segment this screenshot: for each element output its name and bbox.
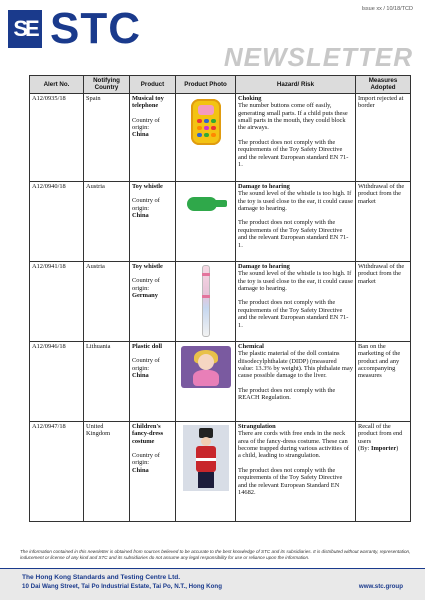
website-link[interactable]: www.stc.group (358, 583, 403, 590)
company-address: 10 Dai Wang Street, Tai Po Industrial Estate, Tai Po, N.T., Hong Kong (22, 583, 222, 590)
header-alert-no: Alert No. (30, 76, 84, 94)
table-row (30, 181, 411, 261)
green-whistle-photo (185, 195, 227, 213)
hazard-title: Damage to hearing (238, 182, 290, 190)
newsletter-title: NEWSLETTER (223, 42, 413, 72)
measures-text: Recall of the product from end users (358, 422, 403, 445)
compliance-text: The product does not comply with the requirements of the Toy Safety Directive and the relevant European Standard EN 14682. (238, 466, 343, 497)
compliance-text: The product does not comply with the requirements of the Toy Safety Directive and the relevant European standard EN 71-1. (238, 299, 349, 329)
product-photo-cell (176, 261, 236, 341)
hazard-text: There are cords with free ends in the neck area of the fancy-dress costume. These can become trapped during various activities of a child, leading to strangulation. (238, 430, 349, 460)
compliance-text: The product does not comply with the REACH Regulation. (238, 386, 336, 402)
measures-by: (By: Importer) (358, 445, 399, 453)
alert-no-cell: A12/0947/18 (30, 421, 84, 521)
product-photo-cell (176, 93, 236, 181)
issue-reference: Issue xx / 10/18/TCD (361, 6, 413, 12)
country-cell: United Kingdom (84, 421, 130, 521)
logo-mark-text: SE (13, 16, 37, 41)
stc-logo-word: STC (50, 4, 141, 53)
measures-cell: Withdrawal of the product from the market (356, 181, 411, 261)
plastic-doll-photo (181, 346, 231, 388)
alert-no-cell: A12/0935/18 (30, 93, 84, 181)
origin-country: China (132, 212, 149, 220)
header-product: Product (130, 76, 176, 94)
hazard-text: The sound level of the whistle is too high. If the toy is used close to the ear, it could cause damage to hearing. (238, 190, 353, 213)
table-header-row (30, 76, 411, 94)
measures-cell: Import rejected at border (356, 93, 411, 181)
product-cell (130, 93, 176, 181)
compliance-text: The product does not comply with the requirements of the Toy Safety Directive and the relevant European standard EN 71-1. (238, 138, 349, 169)
country-cell: Austria (84, 261, 130, 341)
measures-cell (356, 421, 411, 521)
alert-no-cell: A12/0940/18 (30, 181, 84, 261)
product-photo-cell (176, 421, 236, 521)
header-notifying-country: Notifying Country (84, 76, 130, 94)
origin-label: Country of origin: (132, 452, 160, 467)
origin-label: Country of origin: (132, 197, 160, 212)
origin-country: Germany (132, 292, 158, 300)
product-name: Musical toy telephone (132, 94, 164, 110)
hazard-cell (236, 341, 356, 421)
measures-cell: Withdrawal of the product from the market (356, 261, 411, 341)
hazard-title: Chemical (238, 342, 264, 350)
toy-telephone-photo (191, 99, 221, 145)
product-photo-cell (176, 181, 236, 261)
hazard-text: The plastic material of the doll contains diisodecylphthalate (DIDP) (measured value: 13.3% by weight). This phthalate may cause possible damage to the liver. (238, 350, 353, 380)
origin-country: China (132, 466, 149, 474)
product-name: Toy whistle (132, 182, 163, 190)
product-name: Plastic doll (132, 342, 162, 350)
table-row (30, 93, 411, 181)
product-cell (130, 421, 176, 521)
origin-country: China (132, 372, 149, 380)
header-measures-adopted: Measures Adopted (356, 76, 411, 94)
fancy-dress-costume-photo (183, 425, 229, 491)
product-cell (130, 341, 176, 421)
table-row (30, 261, 411, 341)
hazard-cell (236, 261, 356, 341)
stc-logo-mark (8, 10, 42, 48)
origin-label: Country of origin: (132, 277, 160, 292)
product-cell (130, 181, 176, 261)
company-name: The Hong Kong Standards and Testing Centre Ltd. (22, 574, 181, 581)
header-product-photo: Product Photo (176, 76, 236, 94)
alert-no-cell: A12/0946/18 (30, 341, 84, 421)
table-row (30, 421, 411, 521)
hazard-title: Choking (238, 94, 262, 102)
product-cell (130, 261, 176, 341)
country-cell: Spain (84, 93, 130, 181)
country-cell: Austria (84, 181, 130, 261)
origin-label: Country of origin: (132, 357, 160, 372)
hazard-title: Strangulation (238, 422, 276, 430)
product-photo-cell (176, 341, 236, 421)
compliance-text: The product does not comply with the requirements of the Toy Safety Directive and the relevant European standard EN 71-1. (238, 219, 349, 249)
table-row (30, 341, 411, 421)
alert-no-cell: A12/0941/18 (30, 261, 84, 341)
origin-label: Country of origin: (132, 116, 160, 132)
country-cell: Lithuania (84, 341, 130, 421)
hazard-cell (236, 421, 356, 521)
product-name: Toy whistle (132, 262, 163, 270)
alerts-table (29, 75, 411, 522)
stick-whistle-photo (200, 265, 212, 337)
hazard-cell (236, 93, 356, 181)
hazard-cell (236, 181, 356, 261)
disclaimer: The information contained in this newsletter is obtained from sources believed to be accurate to the best knowledge of STC and its subsidiaries. It is distributed without warranty, representation, inducement or license of any kind and STC and its subsidiaries do not assume any legal responsibility for use or reliance upon the information. (20, 549, 411, 560)
header-hazard-risk: Hazard/ Risk (236, 76, 356, 94)
measures-cell: Ban on the marketing of the product and any accompanying measures (356, 341, 411, 421)
origin-country: China (132, 131, 149, 139)
product-name: Children's fancy-dress costume (132, 422, 164, 445)
footer-bar (0, 568, 425, 600)
hazard-title: Damage to hearing (238, 262, 290, 270)
hazard-text: The number buttons come off easily, generating small parts. If a child puts these small parts in the mouth, they could block the airways. (238, 102, 348, 132)
hazard-text: The sound level of the whistle is too high. If the toy is used close to the ear, it could cause damage to hearing. (238, 270, 353, 293)
